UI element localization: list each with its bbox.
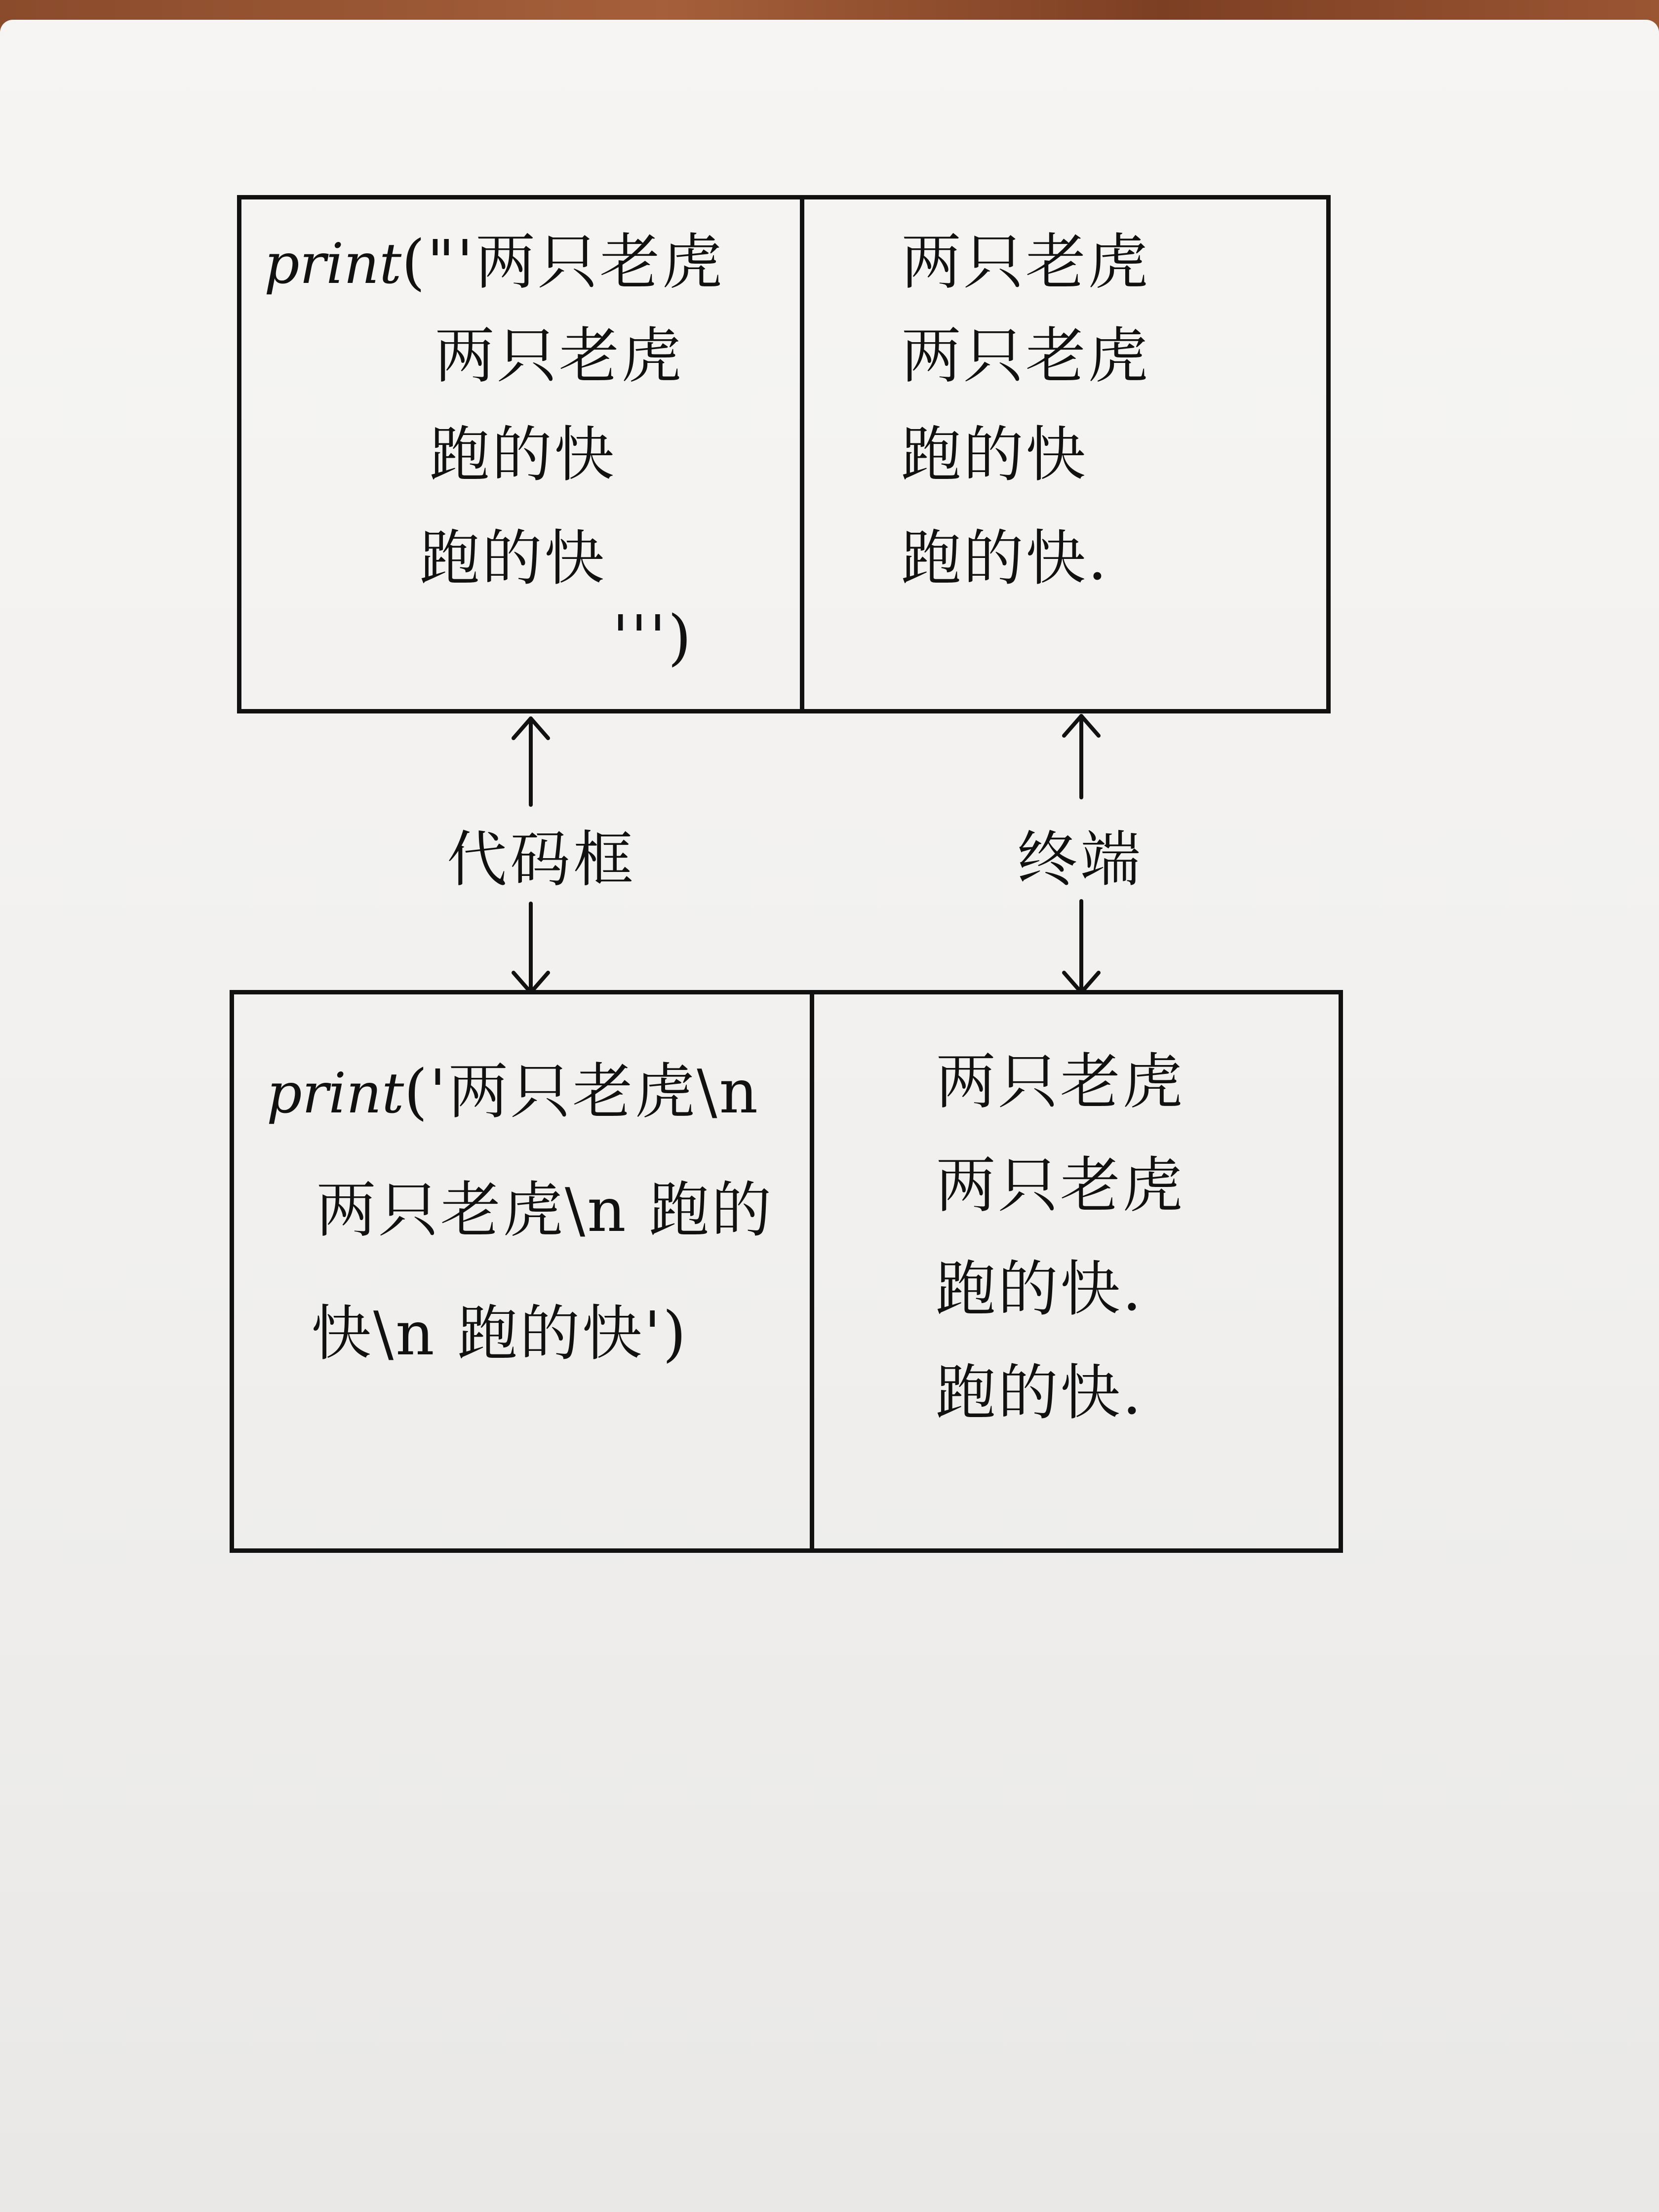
code-text: 两只老虎 bbox=[475, 227, 724, 297]
terminal-label: 终端 bbox=[1017, 825, 1144, 895]
print-keyword: print bbox=[264, 232, 402, 296]
top-output-line-4: 跑的快. bbox=[901, 523, 1109, 593]
code-box-label: 代码框 bbox=[447, 825, 636, 895]
bottom-code-line-3: 快\n 跑的快') bbox=[311, 1299, 688, 1369]
top-output-line-2: 两只老虎 bbox=[901, 321, 1150, 391]
top-output-line-1: 两只老虎 bbox=[901, 227, 1150, 297]
bottom-panel-divider bbox=[810, 990, 814, 1553]
bottom-output-line-4: 跑的快. bbox=[936, 1358, 1144, 1428]
bottom-output-line-3: 跑的快. bbox=[936, 1254, 1144, 1324]
top-code-line-2: 两只老虎 bbox=[434, 321, 683, 391]
code-open-quote: ("' bbox=[401, 227, 475, 297]
bottom-code-line-1 bbox=[267, 1057, 760, 1127]
top-code-line-4: 跑的快 bbox=[420, 523, 606, 593]
top-code-line-3: 跑的快 bbox=[430, 420, 616, 490]
bottom-output-line-2: 两只老虎 bbox=[936, 1150, 1185, 1221]
bottom-code-line-2: 两只老虎\n 跑的 bbox=[316, 1175, 774, 1245]
bottom-output-line-1: 两只老虎 bbox=[936, 1047, 1185, 1117]
code-text: ('两只老虎\n bbox=[404, 1057, 760, 1127]
top-output-line-3: 跑的快 bbox=[901, 420, 1088, 490]
print-keyword: print bbox=[267, 1062, 404, 1126]
top-code-close: ''') bbox=[612, 602, 694, 672]
